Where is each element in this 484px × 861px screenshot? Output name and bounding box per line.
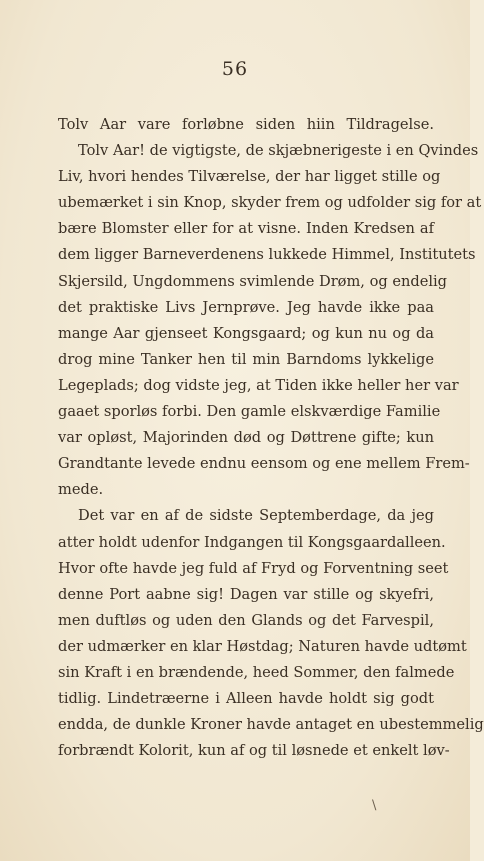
text-line: dem ligger Barneverdenens lukkede Himmel, Institutets: [58, 246, 476, 264]
page-number: 56: [221, 58, 249, 80]
text-line: endda, de dunkle Kroner havde antaget en ubestemmelig: [58, 716, 484, 734]
text-line: drog mine Tanker hen til min Barndoms lykkelige: [58, 350, 434, 368]
text-line: ubemærket i sin Knop, skyder frem og udfolder sig for at: [58, 194, 482, 212]
text-line: Grandtante levede endnu eensom og ene mellem Frem-: [58, 455, 470, 473]
body-text: [58, 112, 484, 764]
text-line: Skjersild, Ungdommens svimlende Drøm, og endelig: [58, 272, 448, 290]
text-line: der udmærker en klar Høstdag; Naturen havde udtømt: [58, 637, 467, 655]
text-line: forbrændt Kolorit, kun af og til løsnede et enkelt løv-: [58, 742, 450, 760]
text-line: bære Blomster eller for at visne. Inden Kredsen af: [58, 220, 434, 238]
text-line: men duftløs og uden den Glands og det Farvespil,: [58, 611, 434, 629]
text-line: mede.: [58, 481, 104, 499]
signature-mark: \: [372, 798, 377, 813]
text-line: Hvor ofte havde jeg fuld af Fryd og Forventning seet: [58, 559, 449, 577]
text-line: sin Kraft i en brændende, heed Sommer, den falmede: [58, 663, 455, 681]
text-line: Tolv Aar! de vigtigste, de skjæbnerigeste i en Qvindes: [78, 142, 479, 160]
text-line: det praktiske Livs Jernprøve. Jeg havde ikke paa: [58, 298, 434, 316]
text-line: Det var en af de sidste Septemberdage, da jeg: [78, 507, 434, 525]
text-line: gaaet sporløs forbi. Den gamle elskværdige Familie: [58, 403, 441, 421]
text-line: denne Port aabne sig! Dagen var stille og skyefri,: [58, 585, 434, 603]
text-line: var opløst, Majorinden død og Døttrene gifte; kun: [58, 429, 434, 447]
text-line: Tolv Aar vare forløbne siden hiin Tildragelse.: [58, 116, 434, 133]
text-line: mange Aar gjenseet Kongsgaard; og kun nu og da: [58, 324, 434, 342]
text-line: atter holdt udenfor Indgangen til Kongsgaardalleen.: [58, 533, 446, 551]
text-line: tidlig. Lindetræerne i Alleen havde holdt sig godt: [58, 690, 434, 708]
text-line: Legeplads; dog vidste jeg, at Tiden ikke heller her var: [58, 376, 459, 394]
text-line: Liv, hvori hendes Tilværelse, der har ligget stille og: [58, 168, 441, 186]
